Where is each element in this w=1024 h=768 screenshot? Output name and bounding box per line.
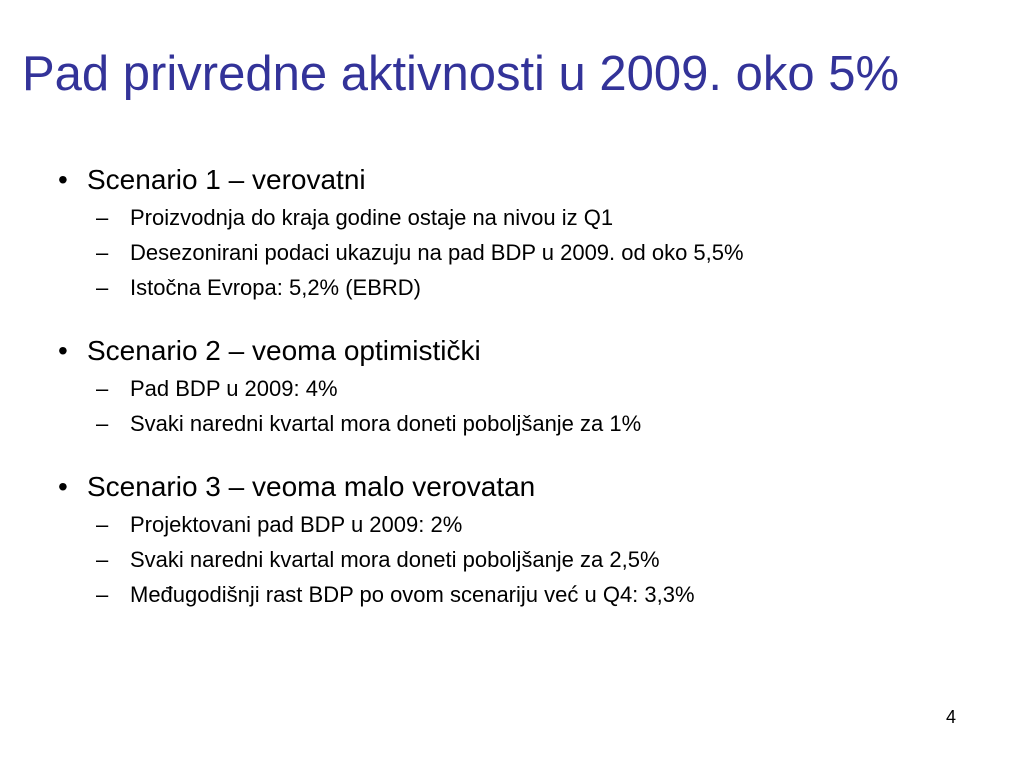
sub-bullet-text: Desezonirani podaci ukazuju na pad BDP u 2009. od oko 5,5% — [130, 240, 744, 265]
slide-title: Pad privredne aktivnosti u 2009. oko 5% — [22, 47, 900, 101]
scenario-heading: Scenario 1 – verovatni — [87, 164, 366, 195]
sub-bullet-item — [58, 406, 998, 441]
dash-icon: – — [96, 376, 109, 401]
scenario-sub-list — [58, 200, 998, 305]
dash-icon: – — [96, 582, 109, 607]
sub-bullet-text: Svaki naredni kvartal mora doneti poboljšanje za 2,5% — [130, 547, 660, 572]
sub-bullet-text: Svaki naredni kvartal mora doneti poboljšanje za 1% — [130, 411, 642, 436]
sub-bullet-item — [58, 235, 998, 270]
page-number: 4 — [946, 707, 957, 727]
scenario-heading: Scenario 2 – veoma optimistički — [87, 335, 481, 366]
dash-icon: – — [96, 512, 109, 537]
sub-bullet-item — [58, 577, 998, 612]
sub-bullet-item — [58, 371, 998, 406]
dash-icon: – — [96, 411, 109, 436]
scenario-sub-list — [58, 371, 998, 441]
sub-bullet-item — [58, 542, 998, 577]
dash-icon: – — [96, 205, 109, 230]
scenario-heading: Scenario 3 – veoma malo verovatan — [87, 471, 536, 502]
sub-bullet-item — [58, 507, 998, 542]
scenario-2 — [58, 331, 998, 441]
bullet-icon: • — [58, 471, 68, 502]
scenario-3 — [58, 467, 998, 612]
sub-bullet-text: Pad BDP u 2009: 4% — [130, 376, 338, 401]
sub-bullet-text: Proizvodnja do kraja godine ostaje na nivou iz Q1 — [130, 205, 614, 230]
scenario-sub-list — [58, 507, 998, 612]
sub-bullet-item — [58, 270, 998, 305]
sub-bullet-text: Projektovani pad BDP u 2009: 2% — [130, 512, 463, 537]
sub-bullet-item — [58, 200, 998, 235]
dash-icon: – — [96, 547, 109, 572]
sub-bullet-text: Međugodišnji rast BDP po ovom scenariju već u Q4: 3,3% — [130, 582, 695, 607]
slide-body — [58, 160, 998, 638]
dash-icon: – — [96, 275, 109, 300]
bullet-icon: • — [58, 335, 68, 366]
sub-bullet-text: Istočna Evropa: 5,2% (EBRD) — [130, 275, 422, 300]
dash-icon: – — [96, 240, 109, 265]
scenario-1 — [58, 160, 998, 305]
scenario-bullet-row — [58, 160, 998, 200]
bullet-icon: • — [58, 164, 68, 195]
scenario-bullet-row — [58, 467, 998, 507]
scenario-bullet-row — [58, 331, 998, 371]
